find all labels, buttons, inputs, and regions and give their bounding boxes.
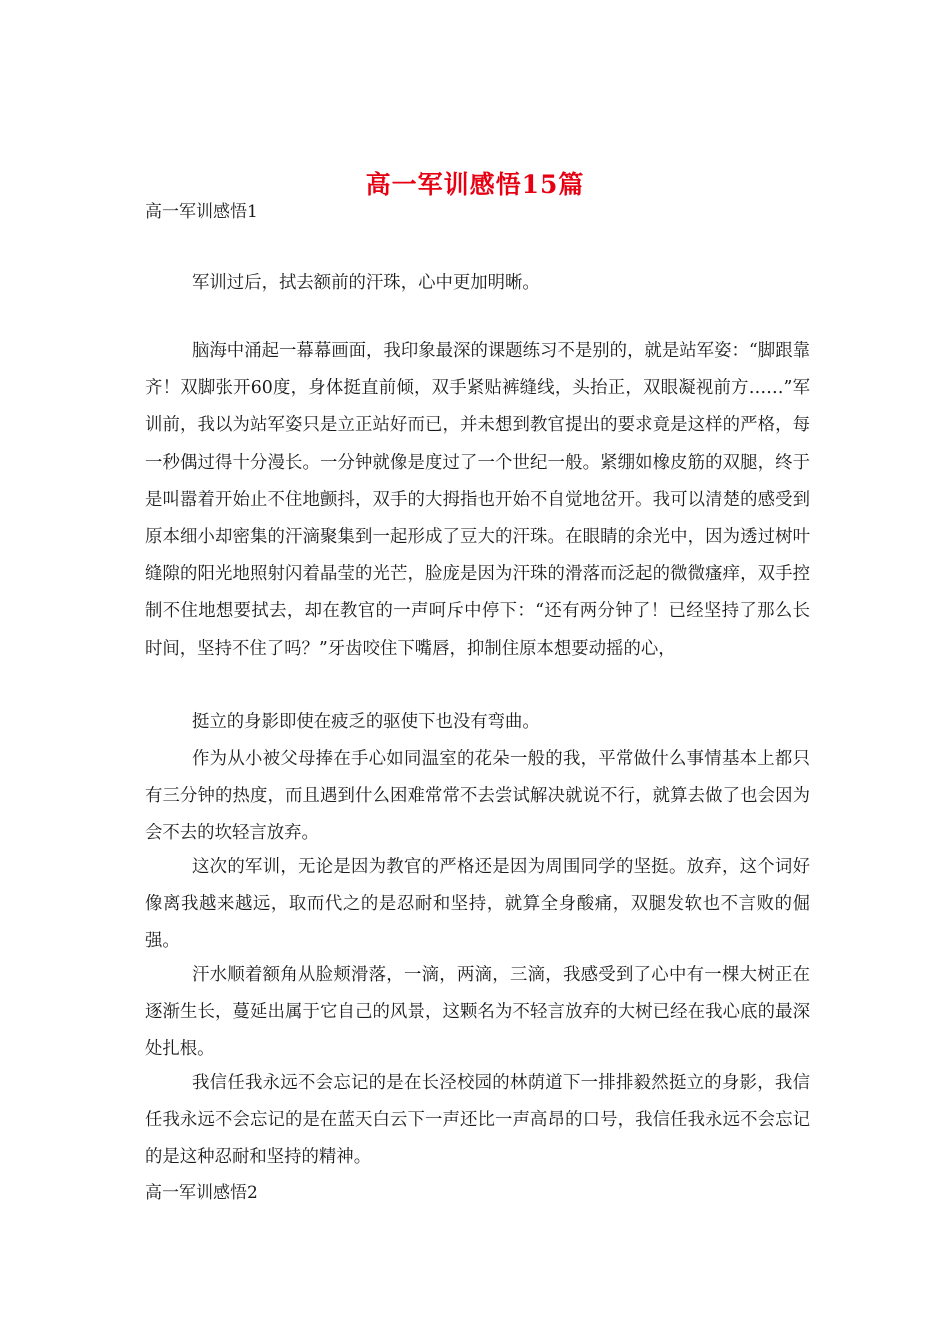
paragraph-2: 脑海中涌起一幕幕画面，我印象最深的课题练习不是别的，就是站军姿：“脚跟靠齐！双脚张开60度，身体挺直前倾，双手紧贴裤缝线，头抬正，双眼凝视前方……”军训前，我以为站军姿只是立正站好而已，并未想到教官提出的要求竟是这样的严格，每一秒偶过得十分漫长。一分钟就像是度过了一个世纪一般。紧绷如橡皮筋的双腿，终于是叫嚣着开始止不住地颤抖，双手的大拇指也开始不自觉地岔开。我可以清楚的感受到原本细小却密集的汗滴聚集到一起形成了豆大的汗珠。在眼睛的余光中，因为透过树叶缝隙的阳光地照射闪着晶莹的光芒，脸庞是因为汗珠的滑落而泛起的微微瘙痒，双手控制不住地想要拭去，却在教官的一声呵斥中停下：“还有两分钟了！已经坚持了那么长时间，坚持不住了吗？”牙齿咬住下嘴唇，抑制住原本想要动摇的心， [145,341,810,659]
document-title: 高一军训感悟15篇 [365,169,585,199]
paragraph-6: 汗水顺着额角从脸颊滑落，一滴，两滴，三滴，我感受到了心中有一棵大树正在逐渐生长，蔓延出属于它自己的风景，这颗名为不轻言放弃的大树已经在我心底的最深处扎根。 [145,965,810,1060]
paragraph-1: 军训过后，拭去额前的汗珠，心中更加明晰。 [192,273,540,293]
section-heading-1: 高一军训感悟1 [145,202,258,222]
paragraph-7: 我信任我永远不会忘记的是在长泾校园的林荫道下一排排毅然挺立的身影，我信任我永远不会忘记的是在蓝天白云下一声还比一声高昂的口号，我信任我永远不会忘记的是这种忍耐和坚持的精神。 [145,1073,810,1168]
paragraph-4: 作为从小被父母捧在手心如同温室的花朵一般的我，平常做什么事情基本上都只有三分钟的热度，而且遇到什么困难常常不去尝试解决就说不行，就算去做了也会因为会不去的坎轻言放弃。 [145,749,810,844]
section-heading-2: 高一军训感悟2 [145,1183,258,1203]
paragraph-3: 挺立的身影即使在疲乏的驱使下也没有弯曲。 [192,712,540,732]
paragraph-5: 这次的军训，无论是因为教官的严格还是因为周围同学的坚挺。放弃，这个词好像离我越来越远，取而代之的是忍耐和坚持，就算全身酸痛，双腿发软也不言败的倔强。 [145,857,810,952]
